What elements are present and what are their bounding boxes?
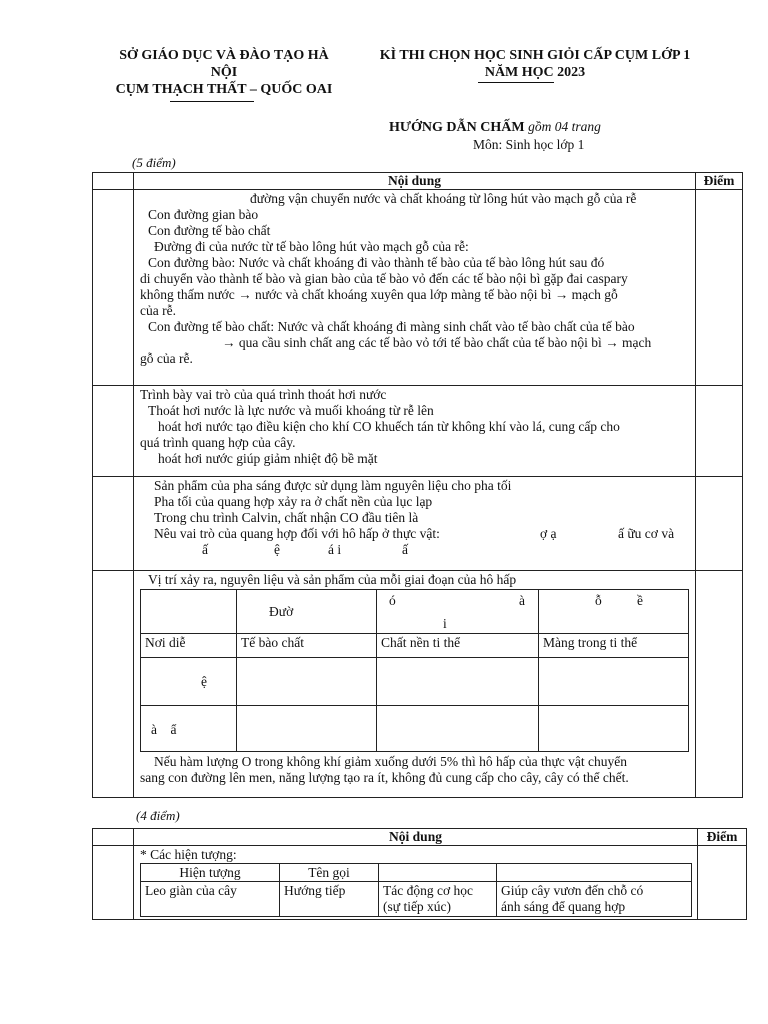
resp-head-c3-frag: ó — [389, 593, 396, 608]
phen-row-c4-line: ánh sáng để quang hợp — [501, 899, 626, 914]
resp-r1c3: Chất nền ti thể — [377, 634, 539, 658]
section1-row4-content — [134, 571, 696, 798]
header-department-cont: NỘI — [210, 65, 238, 80]
r1-line: đường vận chuyển nước và chất khoáng từ lông hút vào mạch gỗ của rễ — [250, 191, 637, 206]
r1-line: → qua cầu sinh chất ang các tế bào vỏ tới tế bào chất của tế bào nội bì → mạch — [222, 335, 652, 350]
r1-line: Con đường tế bào chất — [148, 223, 271, 238]
r3-fragment: á i — [328, 542, 342, 557]
resp-r2c3 — [377, 658, 539, 706]
phen-row-c3-line: Tác động cơ học — [383, 883, 473, 898]
header-department: SỞ GIÁO DỤC VÀ ĐÀO TẠO HÀ — [119, 48, 329, 63]
guide-pages: gồm 04 trang — [528, 119, 601, 134]
resp-r3c2 — [237, 706, 377, 752]
guide-title: HƯỚNG DẪN CHẤM — [389, 120, 525, 135]
respiration-table — [140, 589, 689, 752]
section1-row1-number — [93, 190, 134, 386]
phen-row-c4-line: Giúp cây vươn đến chỗ có — [501, 883, 644, 898]
header-right — [360, 47, 710, 81]
phen-row-c1: Leo giàn của cây — [141, 882, 280, 917]
phen-head-c3 — [379, 864, 497, 882]
r4-note: sang con đường lên men, năng lượng tạo ra ít, không đủ cung cấp cho cây, cây có thể chết. — [140, 770, 629, 785]
resp-head-c3-frag: à — [519, 593, 525, 608]
r2-line: Trình bày vai trò của quá trình thoát hơi nước — [140, 387, 387, 402]
r1-line: Con đường tế bào chất: Nước và chất khoáng đi màng sinh chất vào tế bào chất của tế bào — [148, 319, 635, 334]
r2-line: quá trình quang hợp của cây. — [140, 435, 296, 450]
header-cluster: CỤM THẠCH THẤT – QUỐC OAI — [115, 82, 333, 97]
s2-intro: * Các hiện tượng: — [140, 847, 237, 862]
section1-header-score: Điểm — [696, 173, 743, 190]
section1-row3-score — [696, 477, 743, 571]
resp-head-c4-frag: ề — [637, 593, 643, 608]
r4-intro: Vị trí xảy ra, nguyên liệu và sản phẩm của mỗi giai đoạn của hô hấp — [148, 572, 517, 587]
section1-header-content: Nội dung — [134, 173, 696, 190]
resp-r2c4 — [539, 658, 689, 706]
resp-r2c2 — [237, 658, 377, 706]
header-right-underline — [478, 82, 554, 83]
r1-line: gỗ của rễ. — [140, 351, 193, 366]
phen-row-c3-line: (sự tiếp xúc) — [383, 899, 452, 914]
section1-points: (5 điểm) — [132, 155, 176, 170]
phen-head-c2: Tên gọi — [280, 864, 379, 882]
r3-line-text: Nêu vai trò của quang hợp đối với hô hấp ở thực vật: — [154, 526, 440, 541]
r3-fragment: ấ ữu cơ và — [618, 526, 675, 541]
section1-row2-number — [93, 386, 134, 477]
resp-r3c4 — [539, 706, 689, 752]
resp-head-c3-frag: i — [443, 616, 447, 631]
section2-header-empty — [93, 829, 134, 846]
section1-row4-number — [93, 571, 134, 798]
resp-r1c4: Màng trong ti thể — [539, 634, 689, 658]
resp-r2c1: ệ — [141, 658, 237, 706]
section1-table — [92, 172, 743, 798]
section1-row1-score — [696, 190, 743, 386]
r3-line — [140, 526, 691, 542]
resp-r1c1: Nơi diễ — [141, 634, 237, 658]
r1-line: Con đường gian bào — [148, 207, 259, 222]
r1-line: không thấm nước → nước và chất khoáng xuyên qua lớp màng tế bào nội bì → mạch gỗ — [140, 287, 618, 302]
exam-title: KÌ THI CHỌN HỌC SINH GIỎI CẤP CỤM LỚP 1 — [379, 48, 691, 63]
section2-table — [92, 828, 747, 920]
section1-row3-number — [93, 477, 134, 571]
resp-r1c2: Tế bào chất — [237, 634, 377, 658]
r3-line: Trong chu trình Calvin, chất nhận CO đầu tiên là — [154, 510, 419, 525]
resp-head-c2: Đườ — [237, 590, 377, 634]
resp-head-c4-frag: ỗ — [595, 593, 602, 608]
phen-row-c2: Hướng tiếp — [280, 882, 379, 917]
section2-row1-content — [134, 846, 698, 920]
r1-line: Con đường bào: Nước và chất khoáng đi vào thành tế bào của tế bào lông hút sau đó — [148, 255, 605, 270]
r4-note: Nếu hàm lượng O trong không khí giảm xuống dưới 5% thì hô hấp của thực vật chuyển — [154, 754, 628, 769]
resp-head-c3 — [377, 590, 539, 634]
section2-points: (4 điểm) — [136, 808, 180, 823]
phen-row-c3 — [379, 882, 497, 917]
phenomena-table — [140, 863, 692, 917]
phen-head-c1: Hiện tượng — [141, 864, 280, 882]
r2-line: Thoát hơi nước là lực nước và muối khoáng từ rễ lên — [148, 403, 434, 418]
section2-header-score: Điểm — [698, 829, 747, 846]
r2-line: hoát hơi nước giúp giảm nhiệt độ bề mặt — [158, 451, 378, 466]
resp-r3c1: à ẩ — [141, 706, 237, 752]
guide-title-line — [389, 119, 689, 136]
r3-line: Pha tối của quang hợp xảy ra ở chất nền của lục lạp — [154, 494, 433, 509]
section2-row1-number — [93, 846, 134, 920]
r1-line: di chuyển vào thành tế bào và gian bào của tế bào vỏ đến các tế bào nội bì gặp đai caspary — [140, 271, 628, 286]
r3-line — [140, 542, 691, 560]
header-left-underline — [170, 101, 254, 102]
r1-line: Đường đi của nước từ tế bào lông hút vào mạch gỗ của rễ: — [154, 239, 469, 254]
r3-fragment: ấ — [202, 542, 208, 557]
section1-row3-content — [134, 477, 696, 571]
section1-header-empty — [93, 173, 134, 190]
r1-line: của rễ. — [140, 303, 176, 318]
r3-fragment: ợ ạ — [540, 526, 557, 541]
subject-line: Môn: Sinh học lớp 1 — [473, 137, 585, 152]
resp-head-c4 — [539, 590, 689, 634]
r3-line: Sản phẩm của pha sáng được sử dụng làm nguyên liệu cho pha tối — [154, 478, 512, 493]
section1-row4-score — [696, 571, 743, 798]
section1-row1-content — [134, 190, 696, 386]
school-year: NĂM HỌC 2023 — [484, 65, 586, 80]
r3-fragment: ấ — [402, 542, 408, 557]
r2-line: hoát hơi nước tạo điều kiện cho khí CO khuếch tán từ không khí vào lá, cung cấp cho — [158, 419, 620, 434]
resp-r3c3 — [377, 706, 539, 752]
phen-head-c4 — [497, 864, 692, 882]
section2-row1-score — [698, 846, 747, 920]
r3-fragment: ệ — [274, 542, 280, 557]
section1-row2-content — [134, 386, 696, 477]
header-left — [94, 47, 354, 98]
section1-row2-score — [696, 386, 743, 477]
section2-header-content: Nội dung — [134, 829, 698, 846]
resp-head-c1 — [141, 590, 237, 634]
phen-row-c4 — [497, 882, 692, 917]
